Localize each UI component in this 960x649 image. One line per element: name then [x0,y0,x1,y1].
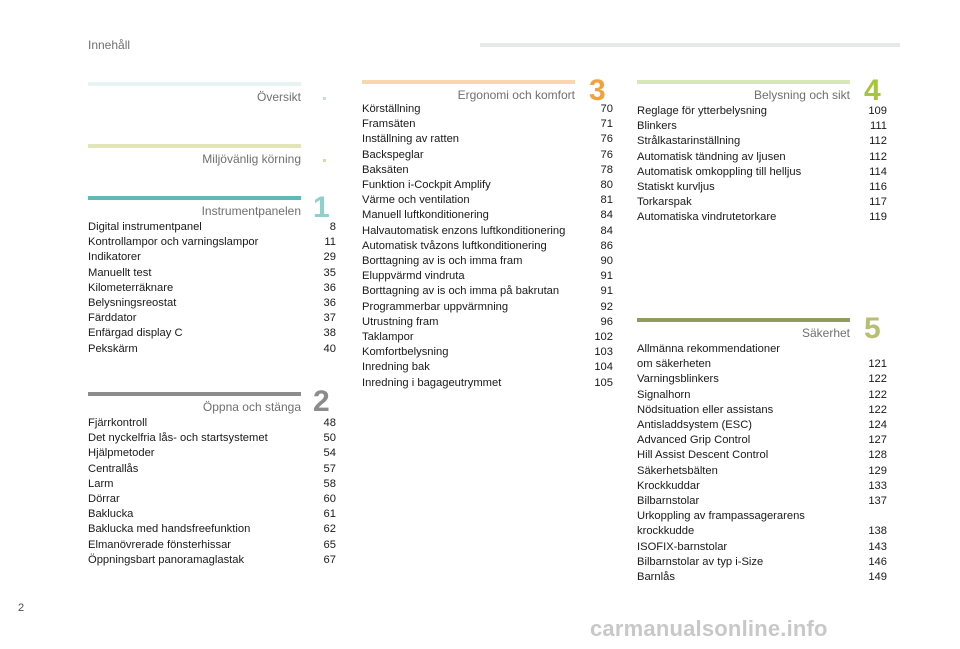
section-3 [362,80,613,391]
toc-entry-label: Bilbarnstolar [637,495,700,508]
toc-entry-page: 112 [869,150,887,163]
toc-entry[interactable] [362,193,613,208]
toc-entry-page: 57 [323,462,336,475]
toc-entry[interactable] [88,507,336,522]
toc-entry[interactable] [637,150,887,165]
toc-entry[interactable] [637,448,887,463]
toc-entry-label: Statiskt kurvljus [637,181,715,194]
section-bar [362,80,575,84]
toc-entry[interactable] [637,494,887,509]
toc-entry-label: Baksäten [362,163,409,176]
toc-entry-page: 112 [869,135,887,148]
section-number: 4 [864,74,881,107]
toc-entry-page: 86 [600,239,613,252]
toc-entry-page: 149 [868,571,887,584]
toc-list [637,342,887,585]
toc-entry[interactable] [637,570,887,585]
section-title[interactable]: Säkerhet [801,326,850,340]
toc-entry-label: Borttagning av is och imma på bakrutan [362,285,560,298]
toc-entry-page: 76 [600,148,613,161]
toc-entry[interactable] [88,296,336,311]
section-bar [88,392,301,396]
toc-entry[interactable] [88,250,336,265]
toc-entry[interactable] [637,342,887,372]
toc-entry[interactable] [88,522,336,537]
toc-entry[interactable] [88,235,336,250]
toc-entry-page: 138 [868,525,887,538]
toc-entry-label: Varningsblinkers [637,373,719,386]
toc-entry-page: 121 [868,358,887,371]
toc-entry[interactable] [362,102,613,117]
toc-entry-label: Manuellt test [88,266,152,279]
page-number: 2 [18,602,25,614]
toc-entry-page: 35 [323,266,336,279]
toc-entry[interactable] [362,376,613,391]
toc-entry[interactable] [637,210,887,225]
toc-entry-page: 122 [868,373,887,386]
toc-entry-label: Blinkers [637,120,677,133]
toc-entry-label: Automatiska vindrutetorkare [637,211,777,224]
toc-entry-label: Enfärgad display C [88,327,183,340]
toc-entry-label: Backspeglar [362,148,424,161]
toc-entry[interactable] [362,300,613,315]
toc-entry-label: Framsäten [362,118,416,131]
toc-entry[interactable] [88,311,336,326]
toc-entry-label: Baklucka [88,508,134,521]
toc-list [88,220,336,357]
toc-entry[interactable] [362,132,613,147]
toc-entry-label: Taklampor [362,331,414,344]
section-number: 1 [313,191,330,224]
toc-entry[interactable] [88,431,336,446]
toc-entry[interactable] [362,315,613,330]
toc-entry[interactable] [88,462,336,477]
toc-entry-page: 84 [600,224,613,237]
section-marker-dot [323,97,326,100]
toc-entry-page: 116 [869,181,887,194]
toc-entry-page: 60 [323,493,336,506]
toc-entry[interactable] [88,553,336,568]
section-oversikt [88,82,301,104]
toc-entry-label: Öppningsbart panoramaglastak [88,553,245,566]
toc-entry-label: Programmerbar uppvärmning [362,300,509,313]
toc-entry-label: Inställning av ratten [362,133,460,146]
toc-entry-page: 114 [869,165,887,178]
toc-entry[interactable] [362,178,613,193]
toc-entry-page: 76 [600,133,613,146]
toc-entry-label: Torkarspak [637,196,692,209]
toc-entry[interactable] [637,479,887,494]
toc-entry-page: 109 [868,105,887,117]
toc-entry-page: 71 [600,118,613,131]
toc-entry[interactable] [88,477,336,492]
toc-entry-label: Reglage för ytterbelysning [637,105,767,117]
toc-entry-label: Eluppvärmd vindruta [362,270,465,283]
section-bar [637,318,850,322]
toc-entry-label: Halvautomatisk enzons luftkonditionering [362,224,566,237]
toc-entry[interactable] [637,418,887,433]
toc-entry-page: 103 [594,346,613,359]
toc-entry-label: Automatisk tvåzons luftkonditionering [362,239,547,252]
toc-entry-label: Kilometerräknare [88,281,174,294]
section-title[interactable]: Översikt [256,90,301,104]
toc-entry-page: 127 [868,434,887,447]
watermark: carmanualsonline.info [590,616,828,641]
toc-entry-page: 129 [868,464,887,477]
toc-entry-page: 133 [868,479,887,492]
toc-list [362,102,613,391]
toc-entry-label: Baklucka med handsfreefunktion [88,523,251,536]
toc-entry-page: 65 [323,538,336,551]
toc-entry-page: 70 [600,103,613,115]
toc-entry-page: 146 [868,555,887,568]
toc-entry-page: 122 [868,403,887,416]
page-header-title: Innehåll [88,38,131,52]
toc-entry[interactable] [637,104,887,119]
toc-entry[interactable] [362,330,613,345]
section-bar [88,196,301,200]
toc-entry-label: Barnlås [637,571,675,584]
toc-entry[interactable] [637,509,887,539]
section-bar [88,144,301,148]
section-title[interactable]: Belysning och sikt [753,88,850,102]
toc-entry-label: Advanced Grip Control [637,434,751,447]
section-number: 2 [313,385,330,418]
toc-entry[interactable] [637,180,887,195]
toc-entry[interactable] [637,119,887,134]
toc-entry-page: 78 [600,163,613,176]
toc-entry-page: 67 [323,553,336,566]
toc-entry-page: 80 [600,179,613,192]
toc-entry[interactable] [362,345,613,360]
toc-entry-page: 124 [868,419,887,432]
toc-entry-label: Körställning [362,103,421,115]
toc-entry-label: Värme och ventilation [362,194,470,207]
section-bar [637,80,850,84]
toc-entry-page: 36 [323,297,336,310]
section-marker-dot [323,159,326,162]
toc-entry-label: Fjärrkontroll [88,417,148,429]
section-title[interactable]: Ergonomi och komfort [457,88,575,102]
toc-entry-page: 91 [600,285,613,298]
toc-entry-page: 11 [324,236,336,249]
section-number: 5 [864,312,881,345]
toc-entry[interactable] [362,163,613,178]
toc-entry-page: 37 [323,312,336,325]
toc-entry-label: Färddator [88,312,137,325]
toc-entry-label: Automatisk tändning av ljusen [637,150,786,163]
toc-entry-page: 48 [323,417,336,429]
toc-entry-page: 38 [323,327,336,340]
section-title[interactable]: Instrumentpanelen [201,204,301,218]
toc-entry-label: ISOFIX-barnstolar [637,540,728,553]
toc-entry-label: Krockkuddar [637,479,700,492]
toc-entry-label: Centrallås [88,462,139,475]
toc-entry-label: Funktion i-Cockpit Amplify [362,179,491,192]
toc-entry-page: 36 [323,281,336,294]
toc-entry-label: Antisladdsystem (ESC) [637,419,753,432]
toc-entry-label: Elmanövrerade fönsterhissar [88,538,232,551]
toc-entry[interactable] [88,266,336,281]
section-bar [88,82,301,86]
section-1 [88,196,336,357]
toc-entry-label: Det nyckelfria lås- och startsystemet [88,432,268,445]
toc-entry-page: 105 [594,376,613,389]
toc-entry[interactable] [88,220,336,235]
toc-entry-label: Strålkastarinställning [637,135,741,148]
toc-entry[interactable] [362,360,613,375]
toc-entry-page: 61 [323,508,336,521]
toc-entry-label: Larm [88,477,114,490]
toc-entry[interactable] [637,195,887,210]
toc-entry-label: Hill Assist Descent Control [637,449,769,462]
toc-entry[interactable] [637,464,887,479]
toc-entry-page: 58 [323,477,336,490]
toc-entry-label: Inredning bak [362,361,430,374]
toc-entry-page: 91 [600,270,613,283]
toc-list [88,416,336,568]
section-number: 3 [589,74,606,107]
toc-entry-page: 29 [323,251,336,264]
section-4 [637,80,887,226]
toc-entry[interactable] [362,117,613,132]
toc-entry[interactable] [88,281,336,296]
toc-entry[interactable] [637,165,887,180]
toc-entry[interactable] [637,403,887,418]
section-miljovanlig [88,144,301,166]
toc-entry[interactable] [88,446,336,461]
toc-entry-label: Automatisk omkoppling till helljus [637,165,802,178]
toc-entry[interactable] [362,208,613,223]
toc-entry-label: Borttagning av is och imma fram [362,255,523,268]
toc-entry-page: 128 [868,449,887,462]
header-divider [480,43,900,47]
toc-entry-label: Signalhorn [637,388,691,401]
toc-entry-label: Säkerhetsbälten [637,464,718,477]
toc-entry[interactable] [637,372,887,387]
toc-entry[interactable] [637,540,887,555]
toc-entry-page: 8 [329,221,336,233]
toc-entry[interactable] [362,224,613,239]
toc-entry[interactable] [88,492,336,507]
toc-entry-page: 102 [594,331,613,344]
toc-entry-page: 111 [869,120,887,133]
toc-entry-label: Digital instrumentpanel [88,221,202,233]
toc-entry[interactable] [362,148,613,163]
toc-entry-label: Pekskärm [88,342,138,355]
toc-entry[interactable] [88,538,336,553]
toc-entry-label: Komfortbelysning [362,346,449,359]
toc-entry-page: 96 [600,315,613,328]
toc-entry-label: Utrustning fram [362,315,439,328]
toc-entry[interactable] [362,284,613,299]
toc-entry-label: Kontrollampor och varningslampor [88,236,259,249]
toc-entry[interactable] [637,555,887,570]
toc-entry[interactable] [637,134,887,149]
toc-entry-page: 117 [869,196,887,209]
toc-entry-page: 92 [600,300,613,313]
toc-entry-label: Indikatorer [88,251,141,264]
toc-entry[interactable] [88,342,336,357]
toc-entry-label: Nödsituation eller assistans [637,403,774,416]
section-2 [88,392,336,568]
toc-entry-page: 143 [868,540,887,553]
section-title[interactable]: Öppna och stänga [202,400,301,414]
toc-entry-label: Belysningsreostat [88,297,177,310]
toc-entry[interactable] [362,239,613,254]
toc-entry[interactable] [362,269,613,284]
toc-entry-page: 81 [600,194,613,207]
toc-entry-label: Inredning i bagageutrymmet [362,376,502,389]
toc-entry-label: Hjälpmetoder [88,447,155,460]
toc-entry[interactable] [362,254,613,269]
toc-entry[interactable] [88,326,336,341]
toc-entry-label: Dörrar [88,493,120,506]
toc-entry[interactable] [88,416,336,431]
toc-entry-page: 40 [323,342,336,355]
toc-entry[interactable] [637,433,887,448]
toc-entry-page: 90 [600,255,613,268]
toc-list [637,104,887,226]
toc-entry-page: 137 [868,495,887,508]
toc-entry-page: 119 [869,211,887,224]
section-title[interactable]: Miljövänlig körning [202,152,301,166]
toc-entry-page: 84 [600,209,613,222]
toc-entry-label: Urkoppling av frampassagerarens krockkudde [637,510,805,538]
toc-entry-page: 122 [868,388,887,401]
toc-entry-label: Manuell luftkonditionering [362,209,489,222]
toc-entry-label: Bilbarnstolar av typ i-Size [637,555,764,568]
toc-entry-page: 54 [323,447,336,460]
toc-entry[interactable] [637,388,887,403]
section-5 [637,318,887,585]
toc-entry-label: Allmänna rekommendationer om säkerheten [637,343,781,371]
toc-entry-page: 104 [594,361,613,374]
toc-entry-page: 50 [323,432,336,445]
toc-entry-page: 62 [323,523,336,536]
